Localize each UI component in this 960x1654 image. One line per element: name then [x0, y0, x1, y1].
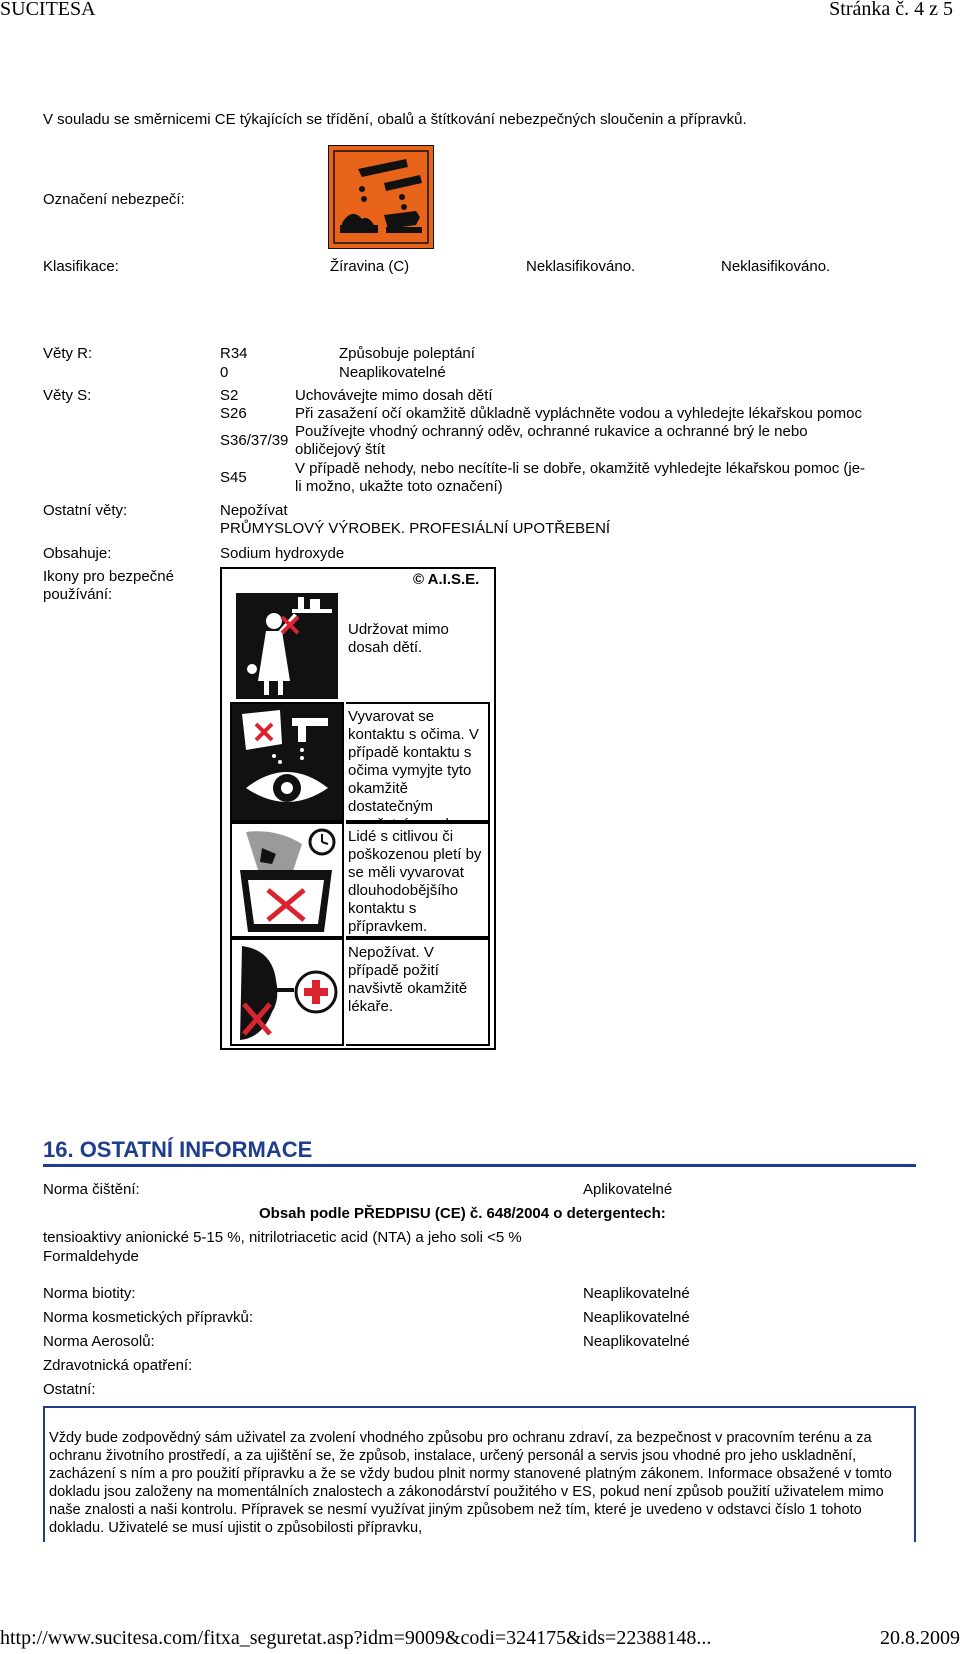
s-phrase-code: S45 — [220, 469, 247, 486]
footer-date: 20.8.2009 — [880, 1627, 960, 1649]
norm-row-label: Norma kosmetických přípravků: — [43, 1309, 254, 1326]
s-phrases-label: Věty S: — [43, 387, 92, 404]
r-phrases-label: Věty R: — [43, 345, 93, 362]
regulation-heading: Obsah podle PŘEDPISU (CE) č. 648/2004 o detergentech: — [259, 1205, 666, 1222]
classification-value-2: Neklasifikováno. — [526, 258, 636, 275]
r-phrase-code: 0 — [220, 364, 229, 381]
icon-caption: Nepožívat. V případě požití navšivtě okamžitě lékaře. — [346, 938, 490, 1046]
icons-table — [220, 589, 496, 1050]
s-phrase-text: Uchovávejte mimo dosah dětí — [295, 387, 493, 404]
s-phrase-code: S36/37/39 — [220, 432, 289, 449]
copyright-notice: © A.I.S.E. — [413, 571, 480, 588]
safety-icons-label: Ikony pro bezpečné — [43, 568, 174, 585]
corrosive-hazard-icon — [328, 145, 434, 249]
s-phrase-text-continued: li možno, ukažte toto označení) — [295, 478, 503, 495]
other-phrase-2: PRŮMYSLOVÝ VÝROBEK. PROFESIÁLNÍ UPOTŘEBENÍ — [220, 520, 611, 537]
classification-value-3: Neklasifikováno. — [721, 258, 831, 275]
classification-label: Klasifikace: — [43, 258, 119, 275]
no-swallow-icon — [230, 938, 344, 1046]
ingredients-text-continued: Formaldehyde — [43, 1248, 139, 1265]
icon-caption: Vyvarovat se kontaktu s očima. V případě kontaktu s očima vymyjte tyto okamžitě dostatečným — [346, 702, 490, 822]
other-phrases-label: Ostatní věty: — [43, 502, 128, 519]
s-phrase-code: S26 — [220, 405, 247, 422]
cleaning-norm-value: Aplikovatelné — [583, 1181, 673, 1198]
ingredients-text: tensioaktivy anionické 5-15 %, nitrilotriacetic acid (NTA) a jeho soli <5 % — [43, 1229, 522, 1246]
r-phrase-text: Způsobuje poleptání — [339, 345, 475, 362]
header-company: SUCITESA — [0, 0, 96, 20]
icon-caption: Lidé s citlivou či poškozenou pletí by se měli vyvarovat dlouhodobějšího kontaktu s přípravkem. — [346, 822, 490, 938]
disclaimer-text: Vždy bude zodpovědný sám uživatel za zvolení vhodného způsobu pro ochranu zdraví, za bezpečnost v pracovním terénu a za ochranu životního prostředí, a za ujištění se, že způsob, instalace, určený personál a servis jsou vhodné pro jeho uskladnění, zacházení s ním a pro použití přípravku a že se vždy budou plnit normy stanovené platným zákonem. Informace obsažené v tomto dokladu jsou založeny na momentálních znalostech a zákonodárství použitého v ES, pokud není způsob použití uživatelem mimo naše znalosti a naši kontrolu. Přípravek se nesmí využívat jiným způsobem než tím, které je uvedeno v odstavci číslo 1 tohoto dokladu. Uživatelé se musí ujistit o způsobilosti přípravku, — [49, 1430, 892, 1536]
norm-row-label: Norma Aerosolů: — [43, 1333, 155, 1350]
r-phrase-text: Neaplikovatelné — [339, 364, 446, 381]
other-label: Ostatní: — [43, 1381, 96, 1398]
section-divider — [43, 1164, 916, 1167]
s-phrase-text: V případě nehody, nebo necítíte-li se dobře, okamžitě vyhledejte lékařskou pomoc (je- — [295, 460, 866, 477]
contains-label: Obsahuje: — [43, 545, 112, 562]
intro-text: V souladu se směrnicemi CE týkajících se třídění, obalů a štítkování nebezpečných sloučenin a přípravků. — [43, 111, 747, 128]
other-phrase-1: Nepožívat — [220, 502, 288, 519]
norm-row-value: Neaplikovatelné — [583, 1285, 690, 1302]
s-phrase-text: Používejte vhodný ochranný oděv, ochranné rukavice a ochranné brý le nebo — [295, 423, 808, 440]
classification-value-1: Žíravina (C) — [330, 258, 410, 275]
norm-row-value: Neaplikovatelné — [583, 1309, 690, 1326]
header-page-number: Stránka č. 4 z 5 — [829, 0, 953, 20]
contains-value: Sodium hydroxyde — [220, 545, 345, 562]
footer-url: http://www.sucitesa.com/fitxa_seguretat.asp?idm=9009&codi=324175&ids=22388148... — [0, 1627, 712, 1649]
child-reach-icon — [230, 591, 344, 702]
eye-rinse-icon — [230, 702, 344, 822]
hand-basin-icon — [230, 822, 344, 938]
section-title: 16. OSTATNÍ INFORMACE — [43, 1137, 313, 1162]
hazard-label: Označení nebezpečí: — [43, 191, 185, 208]
s-phrase-text: Při zasažení očí okamžitě důkladně vypláchněte vodou a vyhledejte lékařskou pomoc — [295, 405, 862, 422]
norm-row-value: Neaplikovatelné — [583, 1333, 690, 1350]
icon-caption: Udržovat mimo dosah dětí. — [346, 591, 490, 702]
icons-table-header — [220, 567, 496, 591]
safety-icons-label-continued: používání: — [43, 586, 113, 603]
r-phrase-code: R34 — [220, 345, 248, 362]
s-phrase-text-continued: obličejový štít — [295, 441, 386, 458]
health-measures-label: Zdravotnická opatření: — [43, 1357, 193, 1374]
cleaning-norm-label: Norma čištění: — [43, 1181, 140, 1198]
s-phrase-code: S2 — [220, 387, 239, 404]
norm-row-label: Norma biotity: — [43, 1285, 136, 1302]
